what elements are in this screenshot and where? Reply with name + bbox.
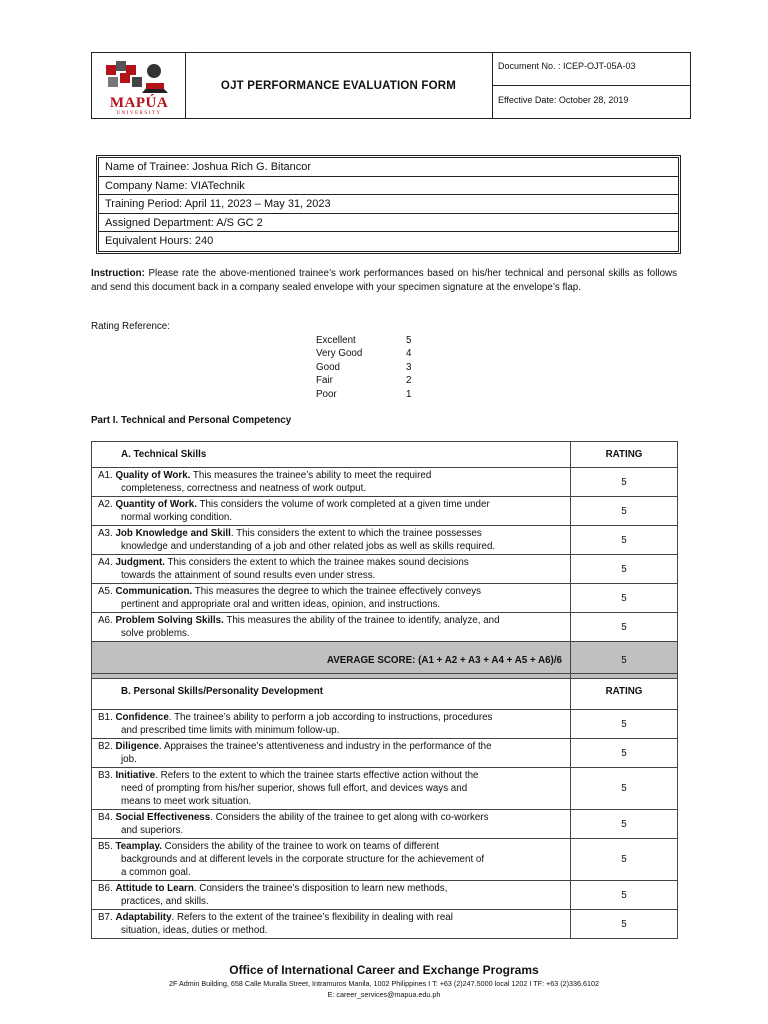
scale-row: [316, 348, 411, 361]
rating-value: 5: [571, 768, 678, 810]
criterion-cell: [92, 613, 571, 642]
criterion-cell: [92, 839, 571, 881]
criterion-cell: [92, 468, 571, 497]
rating-value: 5: [571, 839, 678, 881]
criterion-code: A6.: [98, 615, 113, 626]
logo-subtitle: UNIVERSITY: [116, 111, 162, 116]
footer-email: E: career_services@mapua.edu.ph: [327, 990, 441, 999]
criterion-cell: [92, 739, 571, 768]
section-b-title: B. Personal Skills/Personality Development: [92, 674, 571, 710]
criterion-cell: [92, 526, 571, 555]
rating-value: 5: [571, 881, 678, 910]
table-row: [92, 739, 678, 768]
trainee-info: [98, 157, 679, 252]
form-header: [91, 52, 691, 119]
scale-name: Excellent: [316, 335, 356, 346]
criterion-code: B4.: [98, 812, 113, 823]
criterion-code: A5.: [98, 586, 113, 597]
criterion-text: . The trainee’s ability to perform a job according to instructions, procedures: [168, 712, 493, 723]
criterion-text-cont: need of prompting from his/her superior, shows full effort, and devices ways and: [121, 783, 468, 794]
training-period: Training Period: April 11, 2023 – May 31, 2023: [99, 195, 678, 214]
criterion-code: B7.: [98, 912, 113, 923]
table-row: [92, 810, 678, 839]
scale-value: 5: [406, 335, 412, 346]
personal-skills-table: [91, 673, 678, 939]
rating-value: 5: [571, 497, 678, 526]
criterion-name: Attitude to Learn: [115, 883, 194, 894]
criterion-name: Confidence: [115, 712, 169, 723]
criterion-cell: [92, 768, 571, 810]
criterion-text-cont: solve problems.: [121, 628, 190, 639]
criterion-name: Social Effectiveness: [115, 812, 211, 823]
criterion-name: Initiative: [115, 770, 156, 781]
rating-header: RATING: [571, 442, 678, 468]
table-row: [92, 710, 678, 739]
instruction-label: Instruction:: [91, 268, 145, 279]
footer-address: 2F Admin Building, 658 Calle Muralla Street, Intramuros Manila, 1002 Philippines I T: +63 (2)247.5000 local 1202 I TF: +63 (2)336.6102: [168, 979, 600, 988]
table-row: [92, 555, 678, 584]
criterion-name: Judgment.: [115, 557, 165, 568]
criterion-name: Diligence: [115, 741, 160, 752]
table-row: [92, 526, 678, 555]
part1-title: Part I. Technical and Personal Competency: [91, 415, 292, 426]
criterion-code: B6.: [98, 883, 113, 894]
rating-scale: [316, 335, 411, 402]
table-row: [92, 613, 678, 642]
criterion-text-cont: means to meet work situation.: [121, 796, 252, 807]
criterion-code: B5.: [98, 841, 113, 852]
criterion-text-cont: a common goal.: [121, 867, 191, 878]
table-header-row: [92, 674, 678, 710]
scale-value: 2: [406, 375, 412, 387]
criterion-code: A3.: [98, 528, 113, 539]
criterion-name: Communication.: [115, 586, 193, 597]
criterion-text-cont: job.: [121, 754, 137, 765]
criterion-text: This measures the ability of the trainee to identify, analyze, and: [223, 615, 500, 626]
criterion-text: . Considers the trainee’s disposition to learn new methods,: [193, 883, 448, 894]
criterion-name: Quality of Work.: [115, 470, 191, 481]
technical-skills-table: [91, 441, 678, 679]
table-row: [92, 468, 678, 497]
criterion-text: This measures the degree to which the trainee effectively conveys: [192, 586, 482, 597]
criterion-text: . Appraises the trainee’s attentiveness and industry in the performance of the: [159, 741, 492, 752]
table-row: [92, 881, 678, 910]
criterion-cell: [92, 710, 571, 739]
criterion-text: This measures the trainee’s ability to meet the required: [190, 470, 432, 481]
criterion-name: Adaptability: [115, 912, 172, 923]
criterion-text-cont: knowledge and understanding of a job and other related jobs as well as skills required.: [121, 541, 496, 552]
rating-value: 5: [571, 810, 678, 839]
criterion-text-cont: backgrounds and at different levels in the corporate structure for the achievement of: [121, 854, 485, 865]
rating-value: 5: [571, 710, 678, 739]
instruction-paragraph: [91, 267, 677, 294]
criterion-code: A4.: [98, 557, 113, 568]
company-name: Company Name: VIATechnik: [99, 177, 678, 196]
document-number: Document No. : ICEP-OJT-05A-03: [492, 53, 690, 86]
scale-value: 3: [406, 361, 412, 373]
rating-value: 5: [571, 739, 678, 768]
logo-wordmark: MAPÚA: [109, 95, 169, 111]
criterion-code: B3.: [98, 770, 113, 781]
table-row: [92, 768, 678, 810]
average-value: 5: [571, 642, 678, 679]
instruction-text: Please rate the above-mentioned trainee’s work performances based on his/her technical and personal skills as follows and send this document back in a company sealed envelope with your specimen signature at the envelope’s flap.: [91, 268, 677, 293]
criterion-cell: [92, 881, 571, 910]
criterion-name: Quantity of Work.: [115, 499, 197, 510]
table-header-row: [92, 442, 678, 468]
section-a-title: A. Technical Skills: [92, 442, 571, 468]
rating-header: RATING: [571, 674, 678, 710]
effective-date: Effective Date: October 28, 2019: [498, 95, 629, 105]
criterion-text-cont: practices, and skills.: [121, 896, 209, 907]
rating-reference-label: Rating Reference:: [91, 321, 170, 332]
criterion-text: . This considers the extent to which the trainee possesses: [230, 528, 482, 539]
scale-value: 1: [406, 388, 412, 400]
scale-name: Good: [316, 361, 340, 373]
criterion-name: Teamplay.: [115, 841, 162, 852]
criterion-code: A1.: [98, 470, 113, 481]
criterion-text-cont: completeness, correctness and neatness of work output.: [121, 483, 367, 494]
criterion-text: . Refers to the extent to which the trainee starts effective action without the: [155, 770, 479, 781]
criterion-text-cont: normal working condition.: [121, 512, 233, 523]
assigned-department: Assigned Department: A/S GC 2: [99, 214, 678, 233]
rating-value: 5: [571, 910, 678, 939]
criterion-cell: [92, 910, 571, 939]
criterion-cell: [92, 810, 571, 839]
scale-name: Poor: [316, 388, 337, 400]
criterion-text: Considers the ability of the trainee to work on teams of different: [161, 841, 439, 852]
criterion-text: This considers the extent to which the trainee makes sound decisions: [164, 557, 469, 568]
criterion-code: B1.: [98, 712, 113, 723]
criterion-cell: [92, 584, 571, 613]
criterion-name: Problem Solving Skills.: [115, 615, 224, 626]
table-row: [92, 910, 678, 939]
scale-value: 4: [406, 348, 412, 360]
logo-cell: [92, 53, 186, 118]
criterion-cell: [92, 497, 571, 526]
table-row: [92, 584, 678, 613]
scale-name: Very Good: [316, 348, 363, 360]
criterion-text-cont: and prescribed time limits with minimum follow-up.: [121, 725, 340, 736]
criterion-cell: [92, 555, 571, 584]
criterion-text: . Refers to the extent of the trainee’s flexibility in dealing with real: [171, 912, 453, 923]
criterion-text-cont: and superiors.: [121, 825, 184, 836]
average-label: AVERAGE SCORE: (A1 + A2 + A3 + A4 + A5 + A6)/6: [92, 642, 571, 679]
form-title: OJT PERFORMANCE EVALUATION FORM: [185, 53, 493, 118]
criterion-text-cont: pertinent and appropriate oral and written ideas, opinion, and instructions.: [121, 599, 441, 610]
equivalent-hours: Equivalent Hours: 240: [105, 235, 214, 248]
scale-row: [316, 335, 411, 348]
criterion-code: B2.: [98, 741, 113, 752]
mapua-seal-icon: [102, 59, 176, 95]
scale-row: [316, 362, 411, 375]
trainee-name: Name of Trainee: Joshua Rich G. Bitancor: [99, 158, 678, 177]
rating-value: 5: [571, 613, 678, 642]
footer-office-title: Office of International Career and Exchange Programs: [229, 963, 539, 977]
criterion-code: A2.: [98, 499, 113, 510]
criterion-text: . Considers the ability of the trainee to get along with co-workers: [210, 812, 489, 823]
rating-value: 5: [571, 526, 678, 555]
rating-value: 5: [571, 468, 678, 497]
criterion-text-cont: towards the attainment of sound results even under stress.: [121, 570, 376, 581]
table-row: [92, 839, 678, 881]
scale-row: [316, 389, 411, 402]
scale-name: Fair: [316, 375, 333, 387]
table-row: [92, 497, 678, 526]
rating-value: 5: [571, 584, 678, 613]
scale-row: [316, 375, 411, 388]
rating-value: 5: [571, 555, 678, 584]
criterion-text-cont: situation, ideas, duties or method.: [121, 925, 268, 936]
criterion-text: This considers the volume of work completed at a given time under: [196, 499, 490, 510]
criterion-name: Job Knowledge and Skill: [115, 528, 231, 539]
